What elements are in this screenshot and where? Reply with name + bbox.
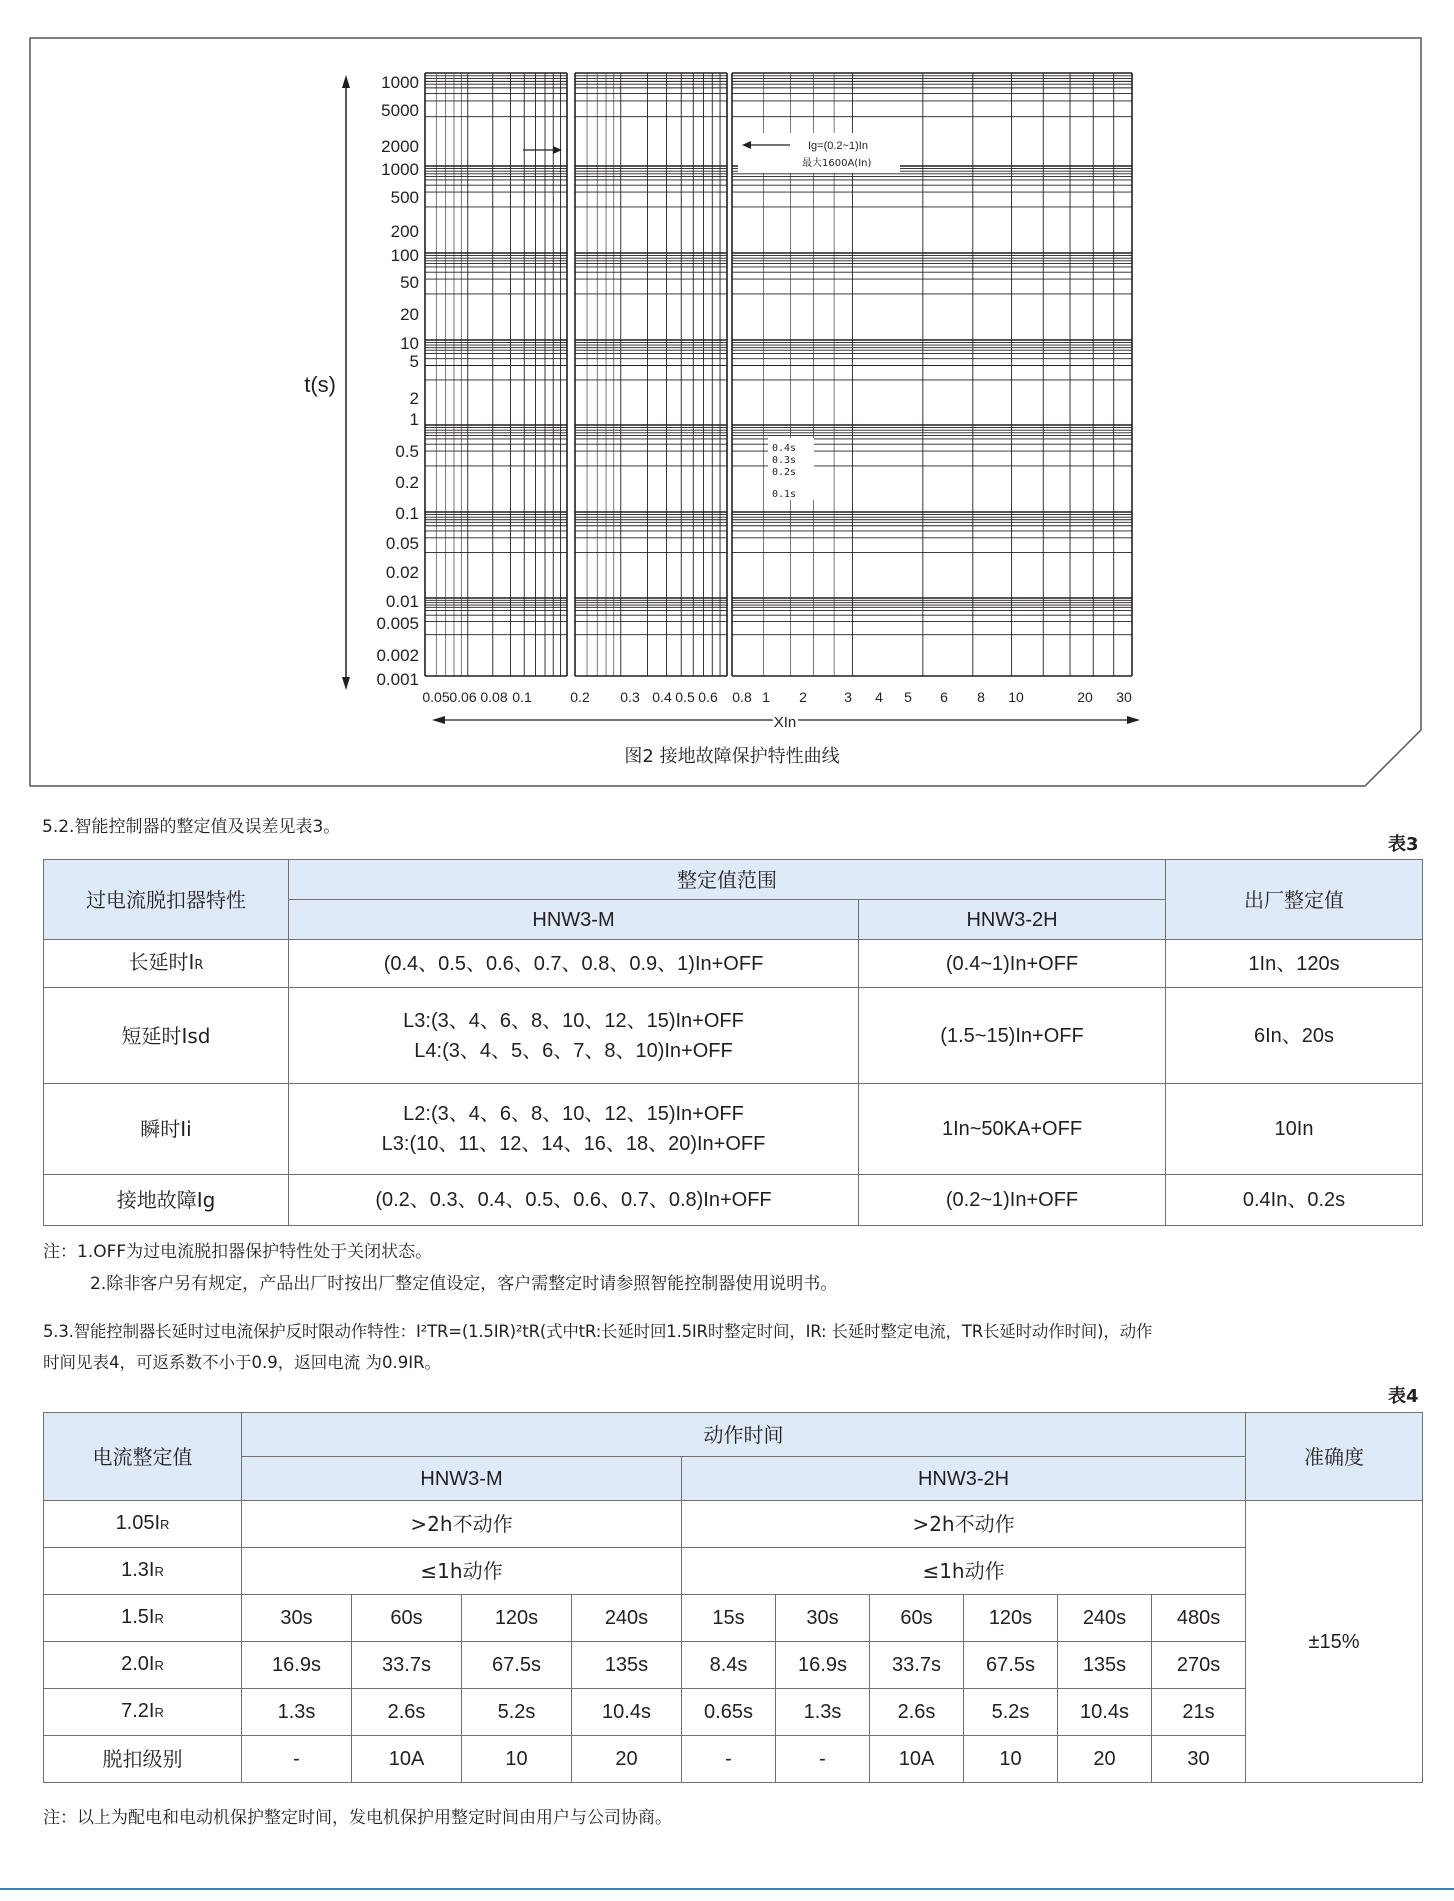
y-tick-label: 0.02 (385, 563, 419, 582)
x-tick-label: 2 (799, 689, 807, 705)
table4-cell: 10.4s (572, 1689, 682, 1736)
y-axis-arrow-down-icon (342, 677, 350, 690)
table4-cell: 1.3s (776, 1689, 870, 1736)
y-tick-label: 0.005 (376, 614, 419, 633)
table-row (44, 1595, 1423, 1642)
table-row (44, 1689, 1423, 1736)
table4-cell: 67.5s (462, 1642, 572, 1689)
curve-label-0.1s: 0.1s (772, 489, 797, 500)
y-tick-label: 500 (390, 188, 419, 207)
table4-cell: 240s (1058, 1595, 1152, 1642)
y-tick-label: 0.5 (395, 442, 419, 461)
table4-row-name: 1.3IR (44, 1548, 242, 1595)
table4-cell: 10A (352, 1736, 462, 1783)
table4-cell: 33.7s (352, 1642, 462, 1689)
y-tick-label: 1000 (381, 160, 419, 179)
table-row (44, 1175, 1423, 1226)
table3 (43, 859, 1423, 1226)
y-tick-label: 20 (400, 305, 419, 324)
table3-row-name: 瞬时Ii (44, 1084, 289, 1175)
y-tick-label: 10 (400, 334, 419, 353)
table-row (44, 1548, 1423, 1595)
table3-row-name: 长延时IR (44, 940, 289, 988)
x-tick-label: 0.1 (512, 689, 532, 705)
curve-label-0.4s: 0.4s (772, 443, 797, 454)
table3-cell-factory: 1In、120s (1166, 940, 1423, 988)
y-tick-label: 50 (400, 273, 419, 292)
x-tick-label: 0.3 (620, 689, 640, 705)
table3-cell-2h: (0.2~1)In+OFF (859, 1175, 1166, 1226)
table3-cell-2h: 1In~50KA+OFF (859, 1084, 1166, 1175)
table-row (44, 1736, 1423, 1783)
table4-cell: 5.2s (462, 1689, 572, 1736)
table4-head-2h: HNW3-2H (682, 1457, 1246, 1501)
table4-cell: 16.9s (776, 1642, 870, 1689)
table3-note-1: 注：1.OFF为过电流脱扣器保护特性处于关闭状态。 (43, 1242, 433, 1262)
x-tick-label: 0.06 (449, 689, 477, 705)
table4-cell: 2.6s (870, 1689, 964, 1736)
table-row (44, 1084, 1423, 1175)
table4-cell: 10.4s (1058, 1689, 1152, 1736)
annotation-ig-range: Ig=(0.2~1)In (808, 140, 868, 152)
y-tick-label: 100 (390, 246, 419, 265)
table4-cell: 20 (1058, 1736, 1152, 1783)
table-row (44, 940, 1423, 988)
table4-cell: 30s (776, 1595, 870, 1642)
section-5-2-text: 5.2.智能控制器的整定值及误差见表3。 (42, 817, 341, 837)
x-axis-arrow-right-icon (1127, 716, 1140, 724)
x-tick-label: 6 (940, 689, 948, 705)
table3-cell-2h: (0.4~1)In+OFF (859, 940, 1166, 988)
table4-cell: 240s (572, 1595, 682, 1642)
y-tick-label: 2 (409, 389, 419, 408)
table3-cell-factory: 6In、20s (1166, 988, 1423, 1084)
table4-cell-2h-span: ≤1h动作 (682, 1548, 1246, 1595)
table4-head-m: HNW3-M (242, 1457, 682, 1501)
table4-cell: 33.7s (870, 1642, 964, 1689)
table4-cell: 120s (964, 1595, 1058, 1642)
table4-head-current: 电流整定值 (44, 1413, 242, 1501)
table4-cell: 270s (1152, 1642, 1246, 1689)
table4-cell: 1.3s (242, 1689, 352, 1736)
y-tick-label: 0.2 (395, 473, 419, 492)
figure-frame (30, 38, 1421, 786)
table4 (43, 1412, 1423, 1783)
table4-head-accuracy: 准确度 (1246, 1413, 1423, 1501)
table4-cell-m-span: >2h不动作 (242, 1501, 682, 1548)
annotation-max-current: 最大1600A(In) (802, 158, 872, 169)
y-tick-label: 5000 (381, 101, 419, 120)
x-tick-label: 0.2 (570, 689, 590, 705)
y-tick-labels (376, 73, 419, 689)
x-tick-label: 20 (1077, 689, 1093, 705)
y-tick-label: 0.001 (376, 670, 419, 689)
table4-cell: 15s (682, 1595, 776, 1642)
table4-cell: 60s (352, 1595, 462, 1642)
section-5-3-line-1: 5.3.智能控制器长延时过电流保护反时限动作特性：I²TR=(1.5IR)²tR(式中tR:长延时回1.5IR时整定时间，IR: 长延时整定电流，TR长延时动作时间)，动作 (43, 1322, 1153, 1341)
table4-cell: 21s (1152, 1689, 1246, 1736)
table4-row-name: 7.2IR (44, 1689, 242, 1736)
table4-cell: 480s (1152, 1595, 1246, 1642)
x-tick-label: 0.05 (422, 689, 450, 705)
table-row (44, 1642, 1423, 1689)
table4-row-name: 脱扣级别 (44, 1736, 242, 1783)
x-axis-arrow-left-icon (432, 716, 445, 724)
table4-cell-2h-span: >2h不动作 (682, 1501, 1246, 1548)
table4-cell: 60s (870, 1595, 964, 1642)
x-tick-label: 10 (1008, 689, 1024, 705)
y-tick-label: 200 (390, 222, 419, 241)
table3-head-characteristic: 过电流脱扣器特性 (44, 860, 289, 940)
table3-head-factory: 出厂整定值 (1166, 860, 1423, 940)
x-tick-label: 0.8 (732, 689, 752, 705)
section-5-3-line-2: 时间见表4，可返系数不小于0.9，返回电流 为0.9IR。 (43, 1353, 442, 1372)
y-tick-label: 1 (409, 410, 419, 429)
x-axis-label: XIn (773, 714, 797, 731)
table3-cell-m: (0.4、0.5、0.6、0.7、0.8、0.9、1)In+OFF (289, 940, 859, 988)
table3-cell-m: L3:(3、4、6、8、10、12、15)In+OFF L4:(3、4、5、6、7、8、10)In+OFF (289, 988, 859, 1084)
y-axis-label: t(s) (304, 372, 336, 397)
table4-cell: 0.65s (682, 1689, 776, 1736)
curve-label-0.3s: 0.3s (772, 455, 797, 466)
table3-row-name: 接地故障Ig (44, 1175, 289, 1226)
x-tick-label: 0.5 (675, 689, 695, 705)
table4-cell: 8.4s (682, 1642, 776, 1689)
table3-head-2h: HNW3-2H (859, 900, 1166, 940)
x-tick-label: 0.4 (652, 689, 672, 705)
y-tick-label: 5 (409, 352, 419, 371)
figure-caption: 图2 接地故障保护特性曲线 (624, 746, 840, 767)
table-row (44, 988, 1423, 1084)
table4-cell: 16.9s (242, 1642, 352, 1689)
x-tick-label: 0.6 (698, 689, 718, 705)
table4-cell: 135s (572, 1642, 682, 1689)
table4-row-name: 2.0IR (44, 1642, 242, 1689)
x-tick-label: 30 (1116, 689, 1132, 705)
table4-cell: 67.5s (964, 1642, 1058, 1689)
y-tick-label: 1000 (381, 73, 419, 92)
x-tick-label: 5 (904, 689, 912, 705)
table4-cell: - (242, 1736, 352, 1783)
x-tick-label: 1 (762, 689, 770, 705)
footer-rule (0, 1888, 1454, 1890)
table4-cell: 5.2s (964, 1689, 1058, 1736)
table4-cell: 30 (1152, 1736, 1246, 1783)
table4-cell: 2.6s (352, 1689, 462, 1736)
y-tick-label: 0.1 (395, 504, 419, 523)
table4-row-name: 1.05IR (44, 1501, 242, 1548)
table4-cell: 120s (462, 1595, 572, 1642)
x-tick-labels (422, 689, 1132, 705)
table4-cell: 20 (572, 1736, 682, 1783)
x-tick-label: 4 (875, 689, 883, 705)
table3-cell-2h: (1.5~15)In+OFF (859, 988, 1166, 1084)
table3-note-2: 2.除非客户另有规定，产品出厂时按出厂整定值设定，客户需整定时请参照智能控制器使用说明书。 (90, 1274, 838, 1294)
table4-head-time: 动作时间 (242, 1413, 1246, 1457)
x-tick-label: 0.08 (480, 689, 508, 705)
curve-label-0.2s: 0.2s (772, 467, 797, 478)
table4-cell: - (776, 1736, 870, 1783)
table4-cell: 10 (964, 1736, 1058, 1783)
table3-label: 表3 (1388, 834, 1419, 855)
table3-head-range: 整定值范围 (289, 860, 1166, 900)
table3-row-name: 短延时Isd (44, 988, 289, 1084)
table4-cell: 30s (242, 1595, 352, 1642)
y-tick-label: 0.01 (385, 592, 419, 611)
table3-cell-factory: 0.4In、0.2s (1166, 1175, 1423, 1226)
table3-cell-factory: 10In (1166, 1084, 1423, 1175)
table3-cell-m: L2:(3、4、6、8、10、12、15)In+OFF L3:(10、11、12、14、16、18、20)In+OFF (289, 1084, 859, 1175)
ground-fault-curve-figure (0, 0, 1454, 790)
table4-cell: 135s (1058, 1642, 1152, 1689)
x-tick-label: 8 (977, 689, 985, 705)
x-tick-label: 3 (844, 689, 852, 705)
table-row (44, 1501, 1423, 1548)
table4-row-name: 1.5IR (44, 1595, 242, 1642)
table4-cell: 10A (870, 1736, 964, 1783)
table4-cell-m-span: ≤1h动作 (242, 1548, 682, 1595)
table4-label: 表4 (1388, 1386, 1419, 1407)
y-tick-label: 0.05 (385, 534, 419, 553)
y-tick-label: 2000 (381, 137, 419, 156)
table3-head-m: HNW3-M (289, 900, 859, 940)
table4-cell: - (682, 1736, 776, 1783)
table4-accuracy-value: ±15% (1246, 1501, 1423, 1783)
table3-cell-m: (0.2、0.3、0.4、0.5、0.6、0.7、0.8)In+OFF (289, 1175, 859, 1226)
table4-note: 注：以上为配电和电动机保护整定时间，发电机保护用整定时间由用户与公司协商。 (43, 1808, 672, 1828)
y-tick-label: 0.002 (376, 646, 419, 665)
table4-cell: 10 (462, 1736, 572, 1783)
y-axis-arrow-up-icon (342, 75, 350, 88)
